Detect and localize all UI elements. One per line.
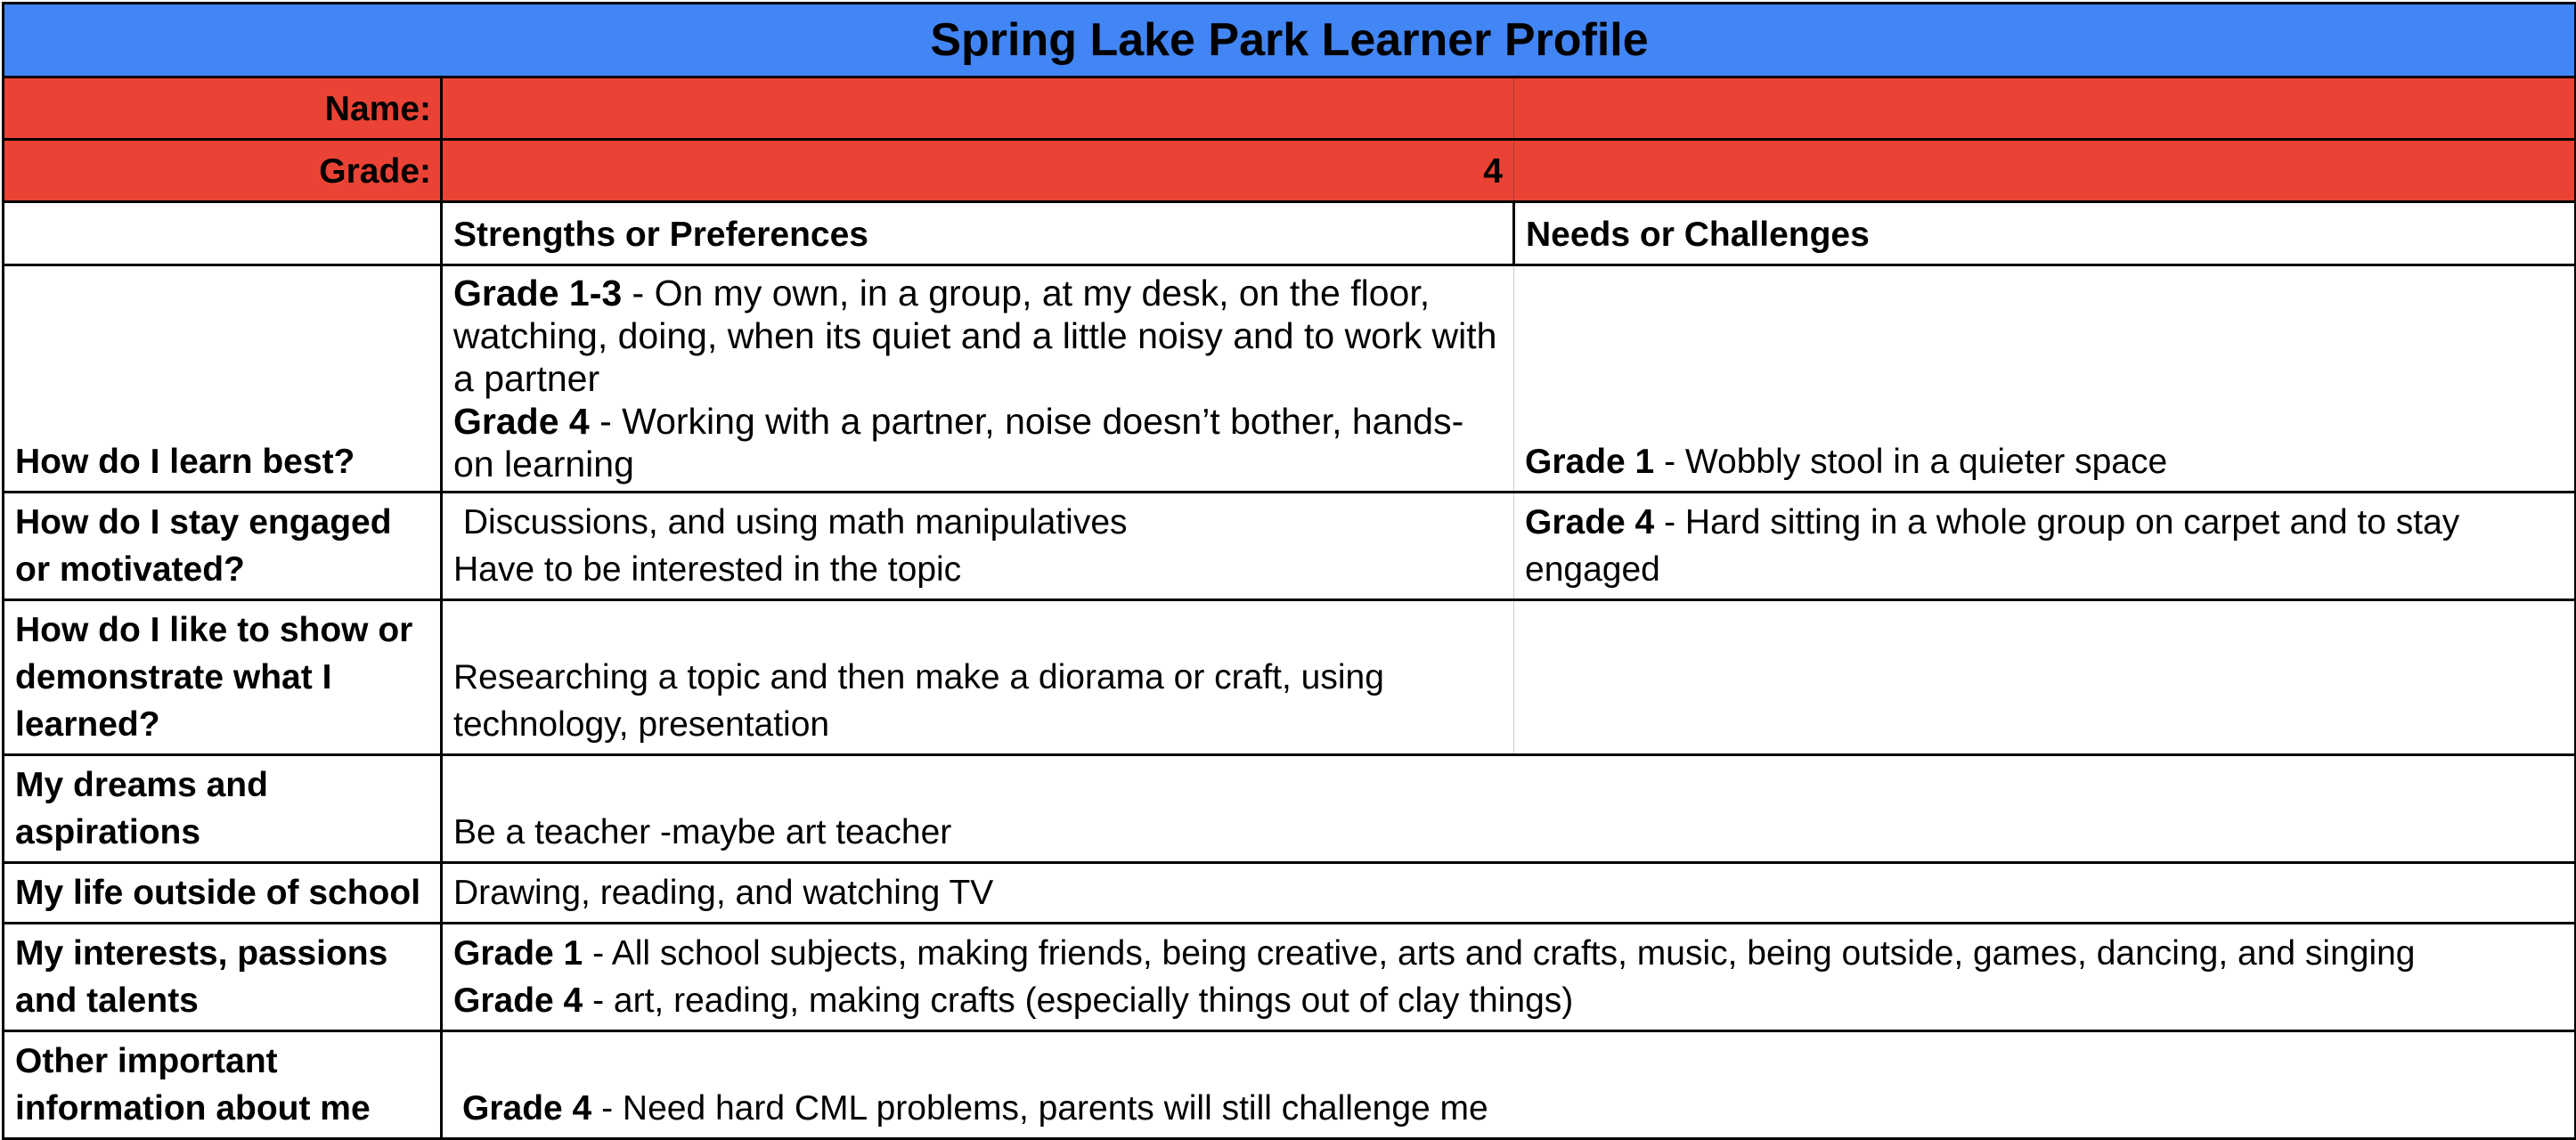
interest-text: - All school subjects, making friends, being creative, arts and crafts, music, being outside, games, dancing, and singing [583,934,2416,973]
name-extra-cell[interactable] [1514,77,2576,140]
learner-profile-table [2,2,2576,1140]
row-label-outside: My life outside of school [4,863,442,924]
grade-prefix: Grade 1 [1525,443,1655,481]
header-strengths: Strengths or Preferences [442,202,1514,265]
grade-value[interactable]: 4 [442,140,1514,202]
header-needs: Needs or Challenges [1514,202,2576,265]
row-other [4,1031,2576,1139]
grade-prefix: Grade 1 [453,934,583,973]
other-value[interactable] [442,1031,2576,1139]
row-dreams [4,755,2576,863]
strength-line: Have to be interested in the topic [453,550,962,589]
row-label-engaged: How do I stay engaged or motivated? [4,493,442,600]
row-label-learn-best: How do I learn best? [4,265,442,493]
interest-text: - art, reading, making crafts (especially things out of clay things) [583,981,1574,1020]
dreams-value[interactable]: Be a teacher -maybe art teacher [442,755,2576,863]
column-header-row [4,202,2576,265]
row-label-show: How do I like to show or demonstrate what I learned? [4,600,442,755]
row-engaged [4,493,2576,600]
row-label-dreams: My dreams and aspirations [4,755,442,863]
learn-best-needs[interactable] [1514,265,2576,493]
strength-text: - On my own, in a group, at my desk, on the floor, watching, doing, when its quiet and a little noisy and to work with a partner [453,273,1497,399]
row-interests [4,924,2576,1031]
grade-prefix: Grade 4 [1525,503,1655,542]
strength-line: Discussions, and using math manipulatives [453,503,1128,542]
name-value[interactable] [442,77,1514,140]
grade-prefix: Grade 4 [453,401,590,442]
engaged-needs[interactable] [1514,493,2576,600]
row-label-other: Other important information about me [4,1031,442,1139]
show-needs[interactable] [1514,600,2576,755]
grade-label: Grade: [4,140,442,202]
title-row [4,4,2576,77]
row-outside [4,863,2576,924]
grade-row [4,140,2576,202]
row-show [4,600,2576,755]
grade-prefix: Grade 1-3 [453,273,623,314]
outside-value[interactable]: Drawing, reading, and watching TV [442,863,2576,924]
engaged-strengths[interactable] [442,493,1514,600]
name-label: Name: [4,77,442,140]
row-learn-best [4,265,2576,493]
strength-text: - Working with a partner, noise doesn’t bother, hands-on learning [453,401,1464,484]
grade-extra-cell[interactable] [1514,140,2576,202]
grade-prefix: Grade 4 [453,981,583,1020]
need-text: - Wobbly stool in a quieter space [1654,443,2168,481]
header-empty-cell [4,202,442,265]
name-row [4,77,2576,140]
grade-prefix: Grade 4 [462,1089,592,1128]
other-text: - Need hard CML problems, parents will still challenge me [591,1089,1488,1128]
interests-value[interactable] [442,924,2576,1031]
row-label-interests: My interests, passions and talents [4,924,442,1031]
learn-best-strengths[interactable] [442,265,1514,493]
show-strengths[interactable]: Researching a topic and then make a diorama or craft, using technology, presentation [442,600,1514,755]
need-text: - Hard sitting in a whole group on carpet and to stay engaged [1525,503,2460,589]
page-title: Spring Lake Park Learner Profile [4,4,2576,77]
